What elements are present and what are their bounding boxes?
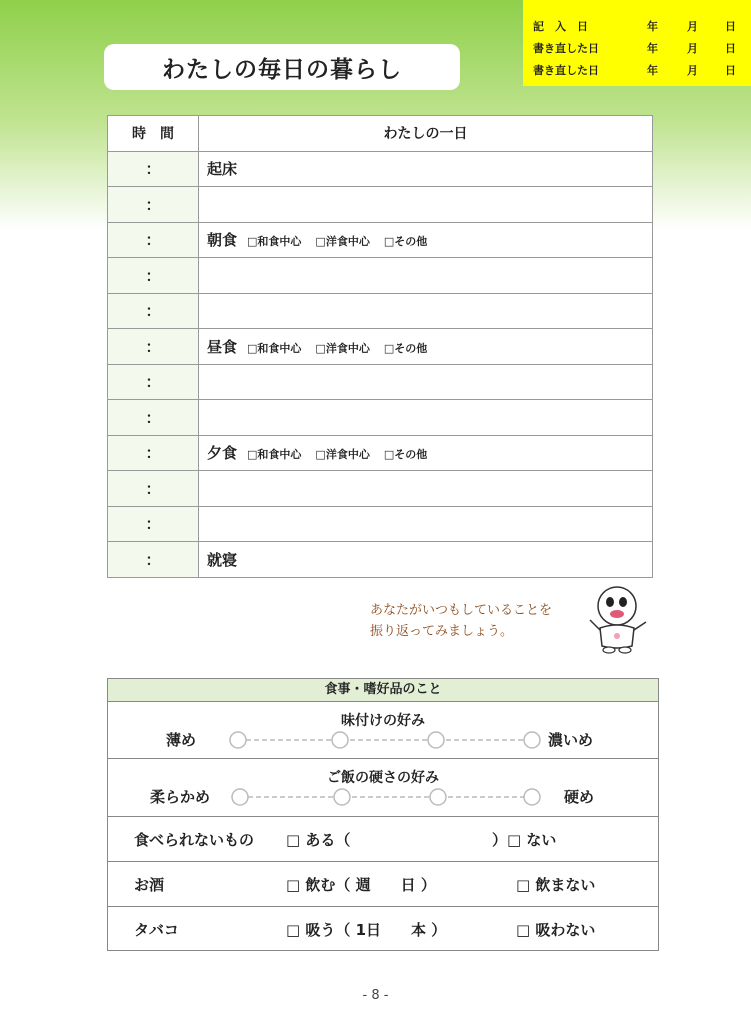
schedule-row (108, 293, 653, 329)
cannot-eat-row (108, 817, 658, 862)
date-row-rewrite (523, 40, 751, 60)
meal-option-checkbox[interactable]: □和食中心 (247, 448, 302, 462)
schedule-row (108, 329, 653, 365)
activity-cell[interactable] (199, 222, 653, 258)
meal-option-checkbox[interactable]: □和食中心 (247, 341, 302, 355)
schedule-row (108, 364, 653, 400)
tobacco-no-checkbox[interactable]: □ 吸わない (516, 921, 596, 939)
month-label: 月 (687, 42, 698, 55)
activity-cell[interactable] (199, 329, 653, 365)
day-label: 日 (725, 42, 736, 55)
tobacco-yes-checkbox[interactable]: □ 吸う（ 1日 本 ） (286, 921, 447, 939)
food-section-heading: 食事・嗜好品のこと (108, 679, 658, 702)
tobacco-row (108, 907, 658, 951)
month-label: 月 (687, 64, 698, 77)
meal-option-checkbox[interactable]: □その他 (383, 448, 428, 462)
meal-option-checkbox[interactable]: □洋食中心 (315, 341, 370, 355)
schedule-row (108, 222, 653, 258)
schedule-row (108, 151, 653, 187)
taste-scale-slider[interactable] (226, 729, 544, 751)
time-header: 時 間 (108, 116, 199, 152)
meal-option-checkbox[interactable]: □和食中心 (247, 235, 302, 249)
taste-light-label: 薄め (166, 731, 197, 749)
schedule-row (108, 435, 653, 471)
time-cell[interactable]: ： (108, 471, 199, 507)
alcohol-no-checkbox[interactable]: □ 飲まない (516, 876, 596, 894)
schedule-row (108, 542, 653, 578)
meal-option-checkbox[interactable]: □洋食中心 (315, 448, 370, 462)
activity-cell[interactable] (199, 151, 653, 187)
time-cell[interactable]: ： (108, 506, 199, 542)
activity-cell[interactable] (199, 187, 653, 223)
date-label: 記 入 日 (533, 20, 588, 33)
day-label: 日 (725, 64, 736, 77)
time-cell[interactable]: ： (108, 258, 199, 294)
schedule-row (108, 400, 653, 436)
activity-label: 就寝 (207, 550, 238, 569)
daily-schedule-table (107, 115, 653, 578)
month-label: 月 (687, 20, 698, 33)
time-cell[interactable]: ： (108, 400, 199, 436)
activity-label: 朝食 (207, 231, 238, 250)
year-label: 年 (647, 20, 658, 33)
date-row-rewrite (523, 62, 751, 82)
meal-option-checkbox[interactable]: □その他 (383, 341, 428, 355)
time-cell[interactable]: ： (108, 222, 199, 258)
taste-strong-label: 濃いめ (548, 731, 594, 749)
year-label: 年 (647, 64, 658, 77)
alcohol-row (108, 862, 658, 907)
activity-label: 夕食 (207, 444, 238, 463)
rice-preference-title: ご飯の硬さの好み (327, 770, 439, 786)
activity-label: 起床 (207, 160, 238, 179)
time-cell[interactable]: ： (108, 187, 199, 223)
activity-cell[interactable] (199, 258, 653, 294)
mascot-message-line: あなたがいつもしていることを (370, 603, 553, 618)
rice-preference-row (108, 759, 658, 817)
meal-option-checkbox[interactable]: □洋食中心 (315, 235, 370, 249)
date-row-entry (523, 18, 751, 38)
mascot-message-line: 振り返ってみましょう。 (370, 624, 514, 639)
schedule-row (108, 506, 653, 542)
cannot-eat-yes-checkbox[interactable]: □ ある（ (286, 831, 351, 849)
page-title: わたしの毎日の暮らし (104, 44, 460, 90)
activity-label: 昼食 (207, 337, 238, 356)
year-label: 年 (647, 42, 658, 55)
tobacco-label: タバコ (134, 921, 179, 939)
mascot-message (370, 600, 590, 642)
activity-cell[interactable] (199, 364, 653, 400)
cannot-eat-label: 食べられないもの (134, 831, 255, 849)
activity-cell[interactable] (199, 542, 653, 578)
mascot-character-icon (586, 584, 650, 656)
my-day-header: わたしの一日 (199, 116, 653, 152)
time-cell[interactable]: ： (108, 329, 199, 365)
schedule-row (108, 471, 653, 507)
taste-preference-row (108, 702, 658, 759)
time-cell[interactable]: ： (108, 293, 199, 329)
page-number: - 8 - (362, 988, 389, 1003)
alcohol-label: お酒 (134, 876, 165, 894)
rice-scale-slider[interactable] (226, 786, 544, 808)
activity-cell[interactable] (199, 400, 653, 436)
date-box (523, 0, 751, 86)
activity-cell[interactable] (199, 293, 653, 329)
schedule-row (108, 258, 653, 294)
rice-hard-label: 硬め (564, 788, 595, 806)
food-preferences-section (107, 678, 659, 951)
schedule-row (108, 187, 653, 223)
time-cell[interactable]: ： (108, 151, 199, 187)
activity-cell[interactable] (199, 471, 653, 507)
date-label: 書き直した日 (533, 64, 599, 77)
time-cell[interactable]: ： (108, 542, 199, 578)
rice-soft-label: 柔らかめ (150, 788, 211, 806)
alcohol-yes-checkbox[interactable]: □ 飲む（ 週 日 ） (286, 876, 436, 894)
activity-cell[interactable] (199, 435, 653, 471)
meal-option-checkbox[interactable]: □その他 (383, 235, 428, 249)
activity-cell[interactable] (199, 506, 653, 542)
date-label: 書き直した日 (533, 42, 599, 55)
taste-preference-title: 味付けの好み (341, 713, 425, 729)
time-cell[interactable]: ： (108, 364, 199, 400)
cannot-eat-no-checkbox[interactable]: ）□ ない (492, 831, 557, 849)
day-label: 日 (725, 20, 736, 33)
time-cell[interactable]: ： (108, 435, 199, 471)
